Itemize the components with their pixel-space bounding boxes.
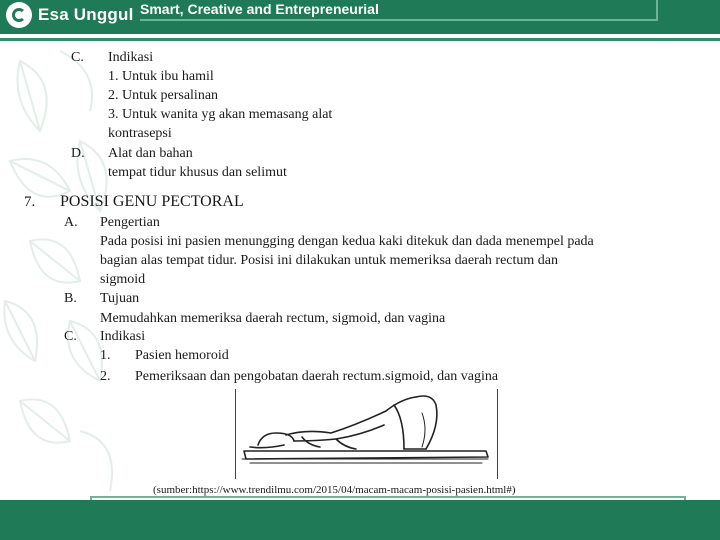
indikasi-item: Pemeriksaan dan pengobatan daerah rectum.sigmoid, dan vagina — [135, 369, 499, 384]
header-tagline: Smart, Creative and Entrepreneurial — [140, 1, 379, 17]
indikasi-item: 3. Untuk wanita yg akan memasang alat — [108, 107, 333, 122]
genu-pectoral-illustration — [235, 389, 498, 479]
pengertian-text: Pada posisi ini pasien menungging dengan kedua kaki ditekuk dan dada menempel pada — [100, 234, 594, 249]
indikasi-item-number: 1. — [100, 348, 111, 363]
logo-text: Esa Unggul — [38, 5, 134, 24]
indikasi-item: Pasien hemoroid — [135, 348, 229, 363]
indikasi-heading: Indikasi — [108, 50, 154, 65]
list-letter-b: B. — [64, 291, 77, 306]
tujuan-heading: Tujuan — [100, 291, 140, 306]
indikasi-item: 2. Untuk persalinan — [108, 88, 219, 103]
list-letter-c: C. — [64, 329, 77, 344]
patient-position-drawing — [236, 389, 497, 479]
alat-bahan-heading: Alat dan bahan — [108, 146, 193, 161]
indikasi-item-number: 2. — [100, 369, 111, 384]
list-letter-d: D. — [71, 146, 85, 161]
indikasi-item-continued: kontrasepsi — [108, 126, 172, 141]
pengertian-text: bagian alas tempat tidur. Posisi ini dilakukan untuk memeriksa daerah rectum dan — [100, 253, 558, 268]
section-title: POSISI GENU PECTORAL — [60, 193, 244, 210]
figure-caption: (sumber:https://www.trendilmu.com/2015/04/macam-macam-posisi-pasien.html#) — [153, 484, 516, 496]
list-letter-c: C. — [71, 50, 84, 65]
pengertian-heading: Pengertian — [100, 215, 160, 230]
alat-bahan-text: tempat tidur khusus dan selimut — [108, 165, 287, 180]
footer-bar — [0, 500, 720, 540]
tujuan-text: Memudahkan memeriksa daerah rectum, sigmoid, dan vagina — [100, 311, 446, 326]
indikasi-item: 1. Untuk ibu hamil — [108, 69, 214, 84]
pengertian-text: sigmoid — [100, 272, 146, 287]
section-number: 7. — [24, 194, 36, 210]
list-letter-a: A. — [64, 215, 78, 230]
indikasi-heading: Indikasi — [100, 329, 146, 344]
